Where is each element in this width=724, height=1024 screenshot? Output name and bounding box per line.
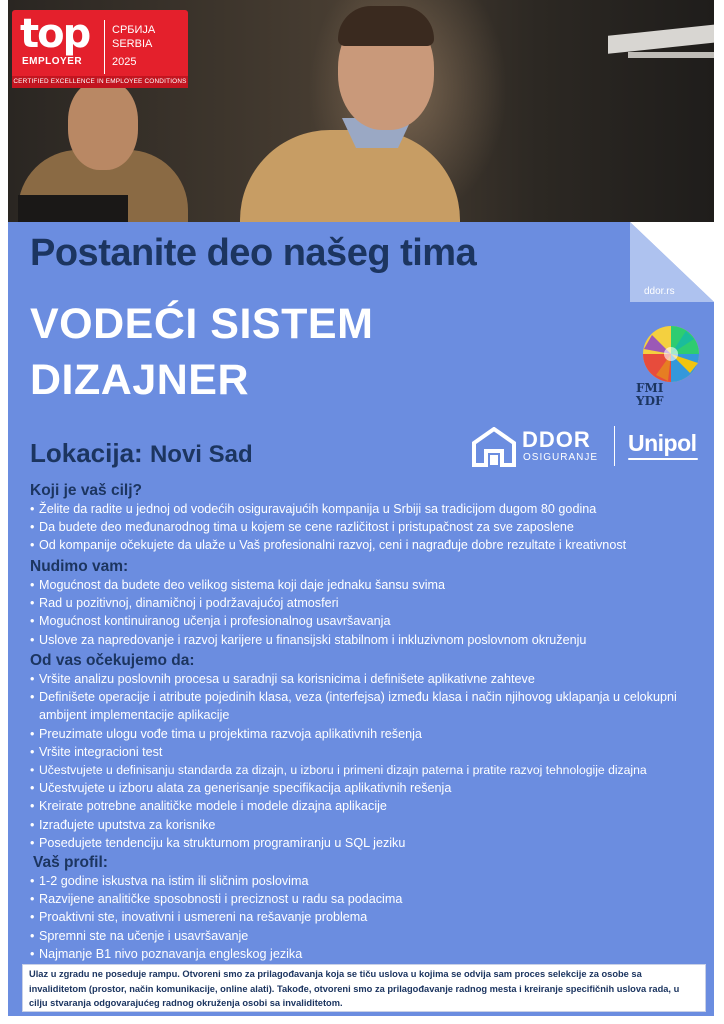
list-item: • Učestvujete u definisanju standarda za dizajn, u izboru i primeni dizajn paterna i pratite razvoj tehnologije dizajna (30, 761, 720, 779)
list-item: • Spremni ste na učenje i usavršavanje (30, 927, 720, 945)
bullet-list (30, 872, 720, 963)
site-link[interactable]: ddor.rs (644, 286, 675, 297)
bullet-list (30, 576, 720, 649)
list-item: • Mogućnost kontinuiranog učenja i profesionalnog usavršavanja (30, 612, 720, 630)
badge-certified: CERTIFIED EXCELLENCE IN EMPLOYEE CONDITIONS (12, 76, 188, 88)
list-item: • Posedujete tendenciju ka strukturnom programiranju u SQL jeziku (30, 834, 720, 852)
job-title: VODEĆI SISTEM DIZAJNER (30, 300, 374, 404)
section-title: Od vas očekujemo da: (30, 652, 195, 669)
list-item: • Izrađujete uputstva za korisnike (30, 816, 720, 834)
badge-country-cyrillic: СРБИЈА (112, 24, 156, 36)
bullet-list (30, 670, 720, 852)
list-item: • Želite da radite u jednoj od vodećih osiguravajućih kompanija u Srbiji sa tradicijom dugom 80 godina (30, 500, 720, 518)
fmi-line-2: YDF (636, 394, 664, 408)
location-label: Lokacija: (30, 438, 143, 468)
list-item: • Preuzimate ulogu vođe tima u projektima razvoja aplikativnih rešenja (30, 725, 720, 743)
bullet-list (30, 500, 720, 555)
unipol-underline (628, 458, 698, 460)
section-expectations (30, 651, 720, 852)
list-item: • Proaktivni ste, inovativni i usmereni na rešavanje problema (30, 908, 720, 926)
badge-employer: EMPLOYER (22, 56, 83, 67)
page-headline: Postanite deo našeg tima (30, 232, 477, 274)
list-item: • Uslove za napredovanje i razvoj karijere u finansijski stabilnom i inkluzivnom poslovnom okruženju (30, 631, 720, 649)
list-item: • Da budete deo međunarodnog tima u kojem se cene različitost i pristupačnost za sve zaposlene (30, 518, 720, 536)
logo-separator (614, 426, 615, 466)
top-logo-word: top (20, 11, 90, 57)
top-employer-badge (12, 10, 188, 88)
list-item: • Razvijene analitičke sposobnosti i preciznost u radu sa podacima (30, 890, 720, 908)
list-item: • Učestvujete u izboru alata za generisanje specifikacija aplikativnih rešenja (30, 779, 720, 797)
list-item: • Vršite analizu poslovnih procesa u saradnji sa korisnicima i definišete aplikativne zahteve (30, 670, 720, 688)
location (30, 438, 253, 469)
location-city: Novi Sad (149, 441, 253, 468)
accessibility-note-text: Ulaz u zgradu ne poseduje rampu. Otvoreni smo za prilagođavanja koja se tiču uslova u kojima se odvija sam proces selekcije za osobe sa invaliditetom (prostor, način komunikacije, online alati). Takođe, otvoreni smo za prilagođavanje radnog mesta i kreiranje specifičnih uslova rada, u cilju stvaranja odgovarajućeg radnog okruženja osobi sa invaliditetom. (29, 969, 680, 1008)
section-title: Koji je vaš cilj? (30, 482, 142, 499)
ddor-name: DDOR (522, 427, 591, 452)
badge-year: 2025 (112, 56, 137, 68)
list-item: • Kreirate potrebne analitičke modele i modele dizajna aplikacije (30, 797, 720, 815)
section-title: Vaš profil: (33, 854, 108, 871)
list-item: • 1-2 godine iskustva na istim ili sličnim poslovima (30, 872, 720, 890)
list-item: • Najmanje B1 nivo poznavanja engleskog jezika (30, 945, 720, 963)
section-goal (30, 481, 720, 555)
section-offer (30, 557, 720, 649)
section-profile (30, 853, 720, 963)
unipol-logo: Unipol (628, 430, 697, 456)
list-item: • Mogućnost da budete deo velikog sistema koji daje jednaku šansu svima (30, 576, 720, 594)
list-item: • Rad u pozitivnoj, dinamičnoj i podržavajućoj atmosferi (30, 594, 720, 612)
list-item: • Od kompanije očekujete da ulaže u Vaš profesionalni razvoj, ceni i nagrađuje dobre rezultate i kreativnost (30, 536, 720, 554)
list-item: • Definišete operacije i atribute pojedinih klasa, veza (interfejsa) između klasa i način njihovog uklapanja u celokupni ambijent implementacije aplikacije (30, 688, 705, 724)
ddor-house-logo-icon (472, 427, 516, 467)
fmi-line-1: FMI (636, 381, 664, 395)
list-item: • Vršite integracioni test (30, 743, 720, 761)
fmi-ball-logo-icon (642, 325, 700, 383)
accessibility-note (22, 964, 706, 1012)
section-title: Nudimo vam: (30, 558, 129, 575)
badge-divider (104, 20, 105, 74)
badge-country-latin: SERBIA (112, 38, 153, 50)
fmi-text (636, 382, 664, 408)
ddor-subtitle: OSIGURANJE (523, 452, 599, 463)
